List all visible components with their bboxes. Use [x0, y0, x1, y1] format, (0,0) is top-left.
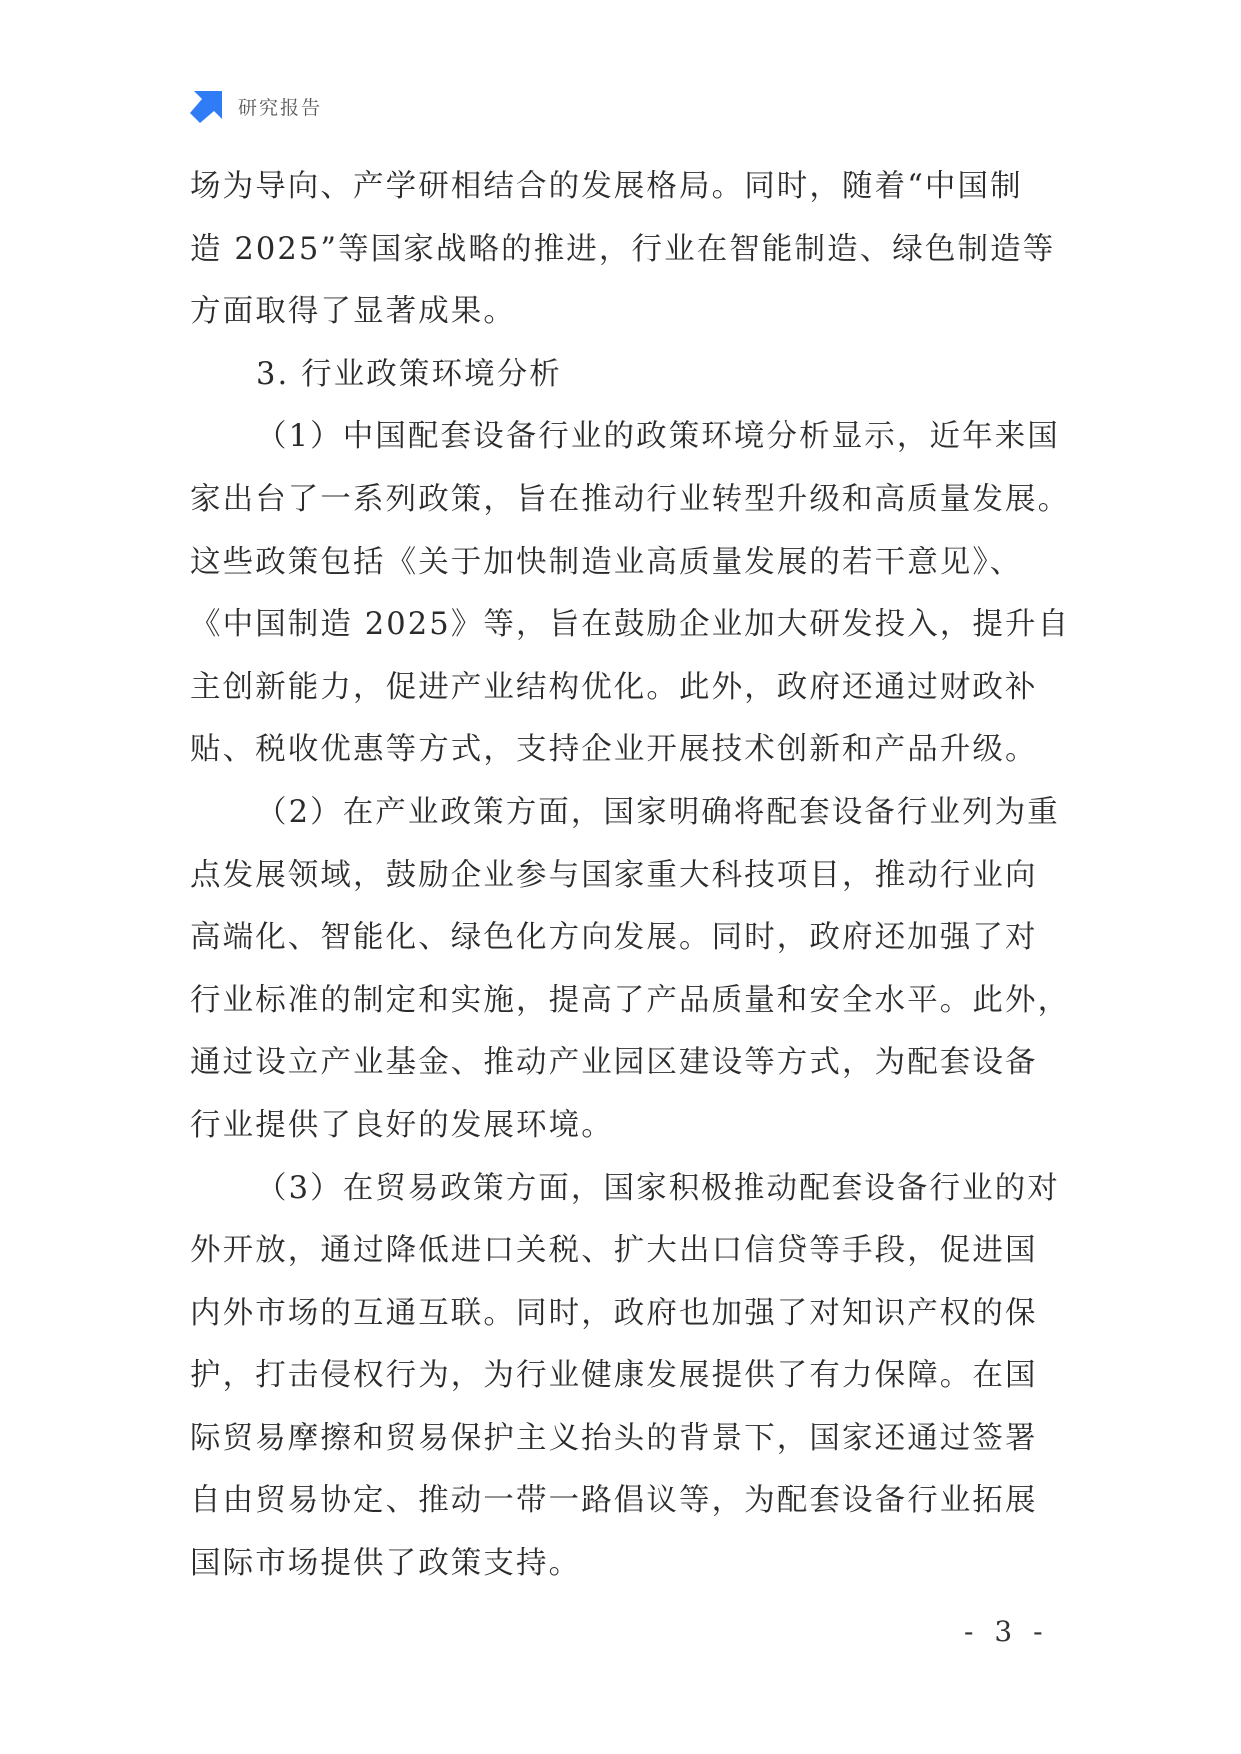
text-line: 主创新能力，促进产业结构优化。此外，政府还通过财政补: [190, 669, 1038, 705]
text-line: 自由贸易协定、推动一带一路倡议等，为配套设备行业拓展: [190, 1483, 1038, 1519]
text-line: 场为导向、产学研相结合的发展格局。同时，随着“中国制: [190, 169, 1023, 204]
paragraph-first-line: （1）中国配套设备行业的政策环境分析显示，近年来国: [256, 419, 1060, 455]
text-line: 《中国制造 2025》等，旨在鼓励企业加大研发投入，提升自: [190, 607, 1071, 643]
document-body: [190, 156, 1071, 1596]
header-title: 研究报告: [238, 96, 323, 119]
text-line: 内外市场的互通互联。同时，政府也加强了对知识产权的保: [190, 1295, 1038, 1331]
text-line: 高端化、智能化、绿色化方向发展。同时，政府还加强了对: [190, 920, 1038, 956]
text-line: 这些政策包括《关于加快制造业高质量发展的若干意见》、: [190, 544, 1023, 580]
text-line: 外开放，通过降低进口关税、扩大出口信贷等手段，促进国: [190, 1233, 1038, 1269]
text-line: 造 2025”等国家战略的推进，行业在智能制造、绿色制造等: [190, 231, 1056, 267]
text-line: 通过设立产业基金、推动产业园区建设等方式，为配套设备: [190, 1045, 1038, 1081]
paragraph-first-line: （3）在贸易政策方面，国家积极推动配套设备行业的对: [256, 1170, 1060, 1206]
text-line: 行业提供了良好的发展环境。: [190, 1107, 614, 1143]
text-line: 际贸易摩擦和贸易保护主义抬头的背景下，国家还通过签署: [190, 1420, 1038, 1456]
text-line: 家出台了一系列政策，旨在推动行业转型升级和高质量发展。: [190, 481, 1071, 517]
page-number: - 3 -: [964, 1615, 1049, 1648]
text-line: 行业标准的制定和实施，提高了产品质量和安全水平。此外，: [190, 982, 1071, 1018]
text-line: 护，打击侵权行为，为行业健康发展提供了有力保障。在国: [190, 1358, 1038, 1394]
report-header: [190, 90, 322, 122]
text-line: 贴、税收优惠等方式，支持企业开展技术创新和产品升级。: [190, 732, 1038, 768]
paragraph-first-line: （2）在产业政策方面，国家明确将配套设备行业列为重: [256, 794, 1060, 830]
text-line: 国际市场提供了政策支持。: [190, 1546, 582, 1582]
text-line: 点发展领域，鼓励企业参与国家重大科技项目，推动行业向: [190, 857, 1038, 893]
text-line: 方面取得了显著成果。: [190, 294, 516, 330]
arrow-up-right-icon: [190, 89, 224, 123]
paragraph-first-line: 3. 行业政策环境分析: [256, 356, 562, 392]
